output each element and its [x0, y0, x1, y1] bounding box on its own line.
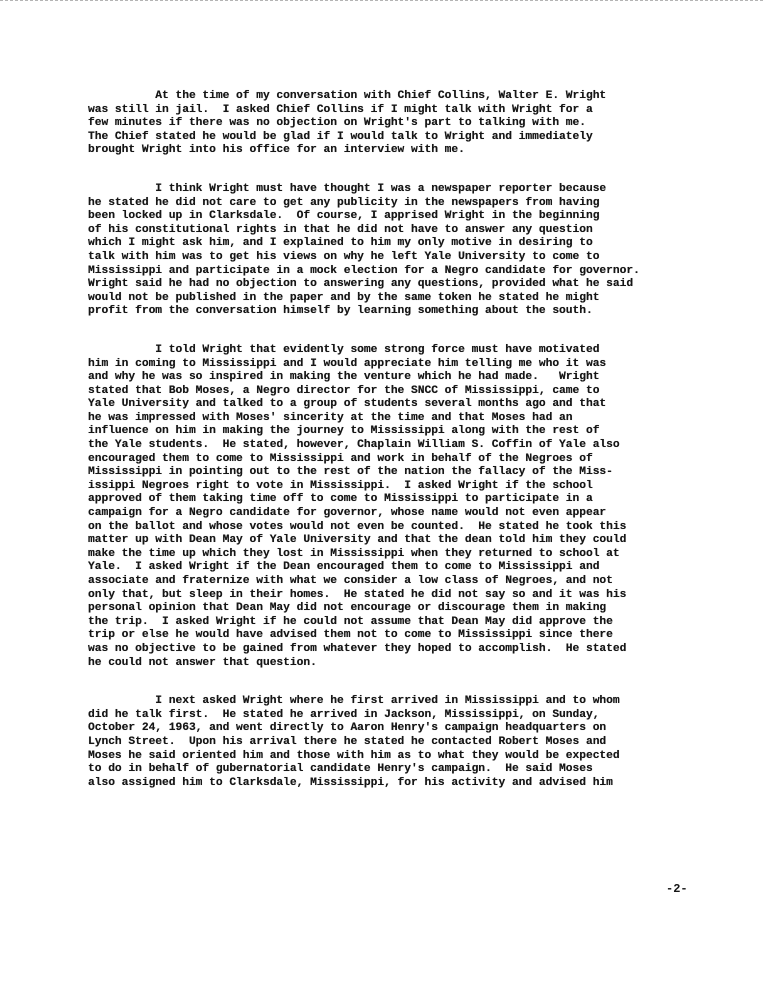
paragraph-newspaper-reporter: I think Wright must have thought I was a newspaper reporter because he stated he did not care to get any publicity in the newspapers from having been locked up in Clarksdale. Of course, I apprised Wright in the beginning of his constitutional rights in that he did not have to answer any question which I might ask him, and I explained to him my only motive in desiring to talk with him was to get his views on why he left Yale University to come to Mississippi and participate in a mock election for a Negro candidate for governor. Wright said he had no objection to answering any questions, provided what he said would not be published in the paper and by the same token he stated he might profit from the conversation himself by learning something about the south.: [88, 182, 640, 318]
document-body: [88, 90, 688, 815]
page-number: -2-: [666, 882, 688, 896]
paragraph-chief-collins: At the time of my conversation with Chief Collins, Walter E. Wright was still in jail. I asked Chief Collins if I might talk with Wright for a few minutes if there was no objection on Wright's part to talking with me. The Chief stated he would be glad if I would talk to Wright and immediately brought Wright into his office for an interview with me.: [88, 90, 607, 157]
paragraph-motivation: I told Wright that evidently some strong force must have motivated him in coming to Mississippi and I would appreciate him telling me who it was and why he was so inspired in making the venture which he had made. Wright stated that Bob Moses, a Negro director for the SNCC of Mississippi, came to Yale University and talked to a group of students several months ago and that he was impressed with Moses' sincerity at the time and that Moses had an influence on him in making the journey to Mississippi along with the rest of the Yale students. He stated, however, Chaplain William S. Coffin of Yale also encouraged them to come to Mississippi and work in behalf of the Negroes of Mississippi in pointing out to the rest of the nation the fallacy of the Miss- issippi Negroes right to vote in Mississippi. I asked Wright if the school approved of them taking time off to come to Mississippi to participate in a campaign for a Negro candidate for governor, whose name would not even appear on the ballot and whose votes would not even be counted. He stated he took this matter up with Dean May of Yale University and that the dean told him they could make the time up which they lost in Mississippi when they returned to school at Yale. I asked Wright if the Dean encouraged them to come to Mississippi and associate and fraternize with what we consider a low class of Negroes, and not only that, but sleep in their homes. He stated he did not say so and it was his personal opinion that Dean May did not encourage or discourage them in making the trip. I asked Wright if he could not assume that Dean May did approve the trip or else he would have advised them not to come to Mississippi since there was no objective to be gained from whatever they hoped to accomplish. He stated he could not answer that question.: [88, 343, 627, 669]
page-top-edge: [0, 0, 763, 1]
paragraph-arrival: I next asked Wright where he first arrived in Mississippi and to whom did he talk first. He stated he arrived in Jackson, Mississippi, on Sunday, October 24, 1963, and went directly to Aaron Henry's campaign headquarters on Lynch Street. Upon his arrival there he stated he contacted Robert Moses and Moses he said oriented him and those with him as to what they would be expected to do in behalf of gubernatorial candidate Henry's campaign. He said Moses also assigned him to Clarksdale, Mississippi, for his activity and advised him: [88, 695, 620, 789]
